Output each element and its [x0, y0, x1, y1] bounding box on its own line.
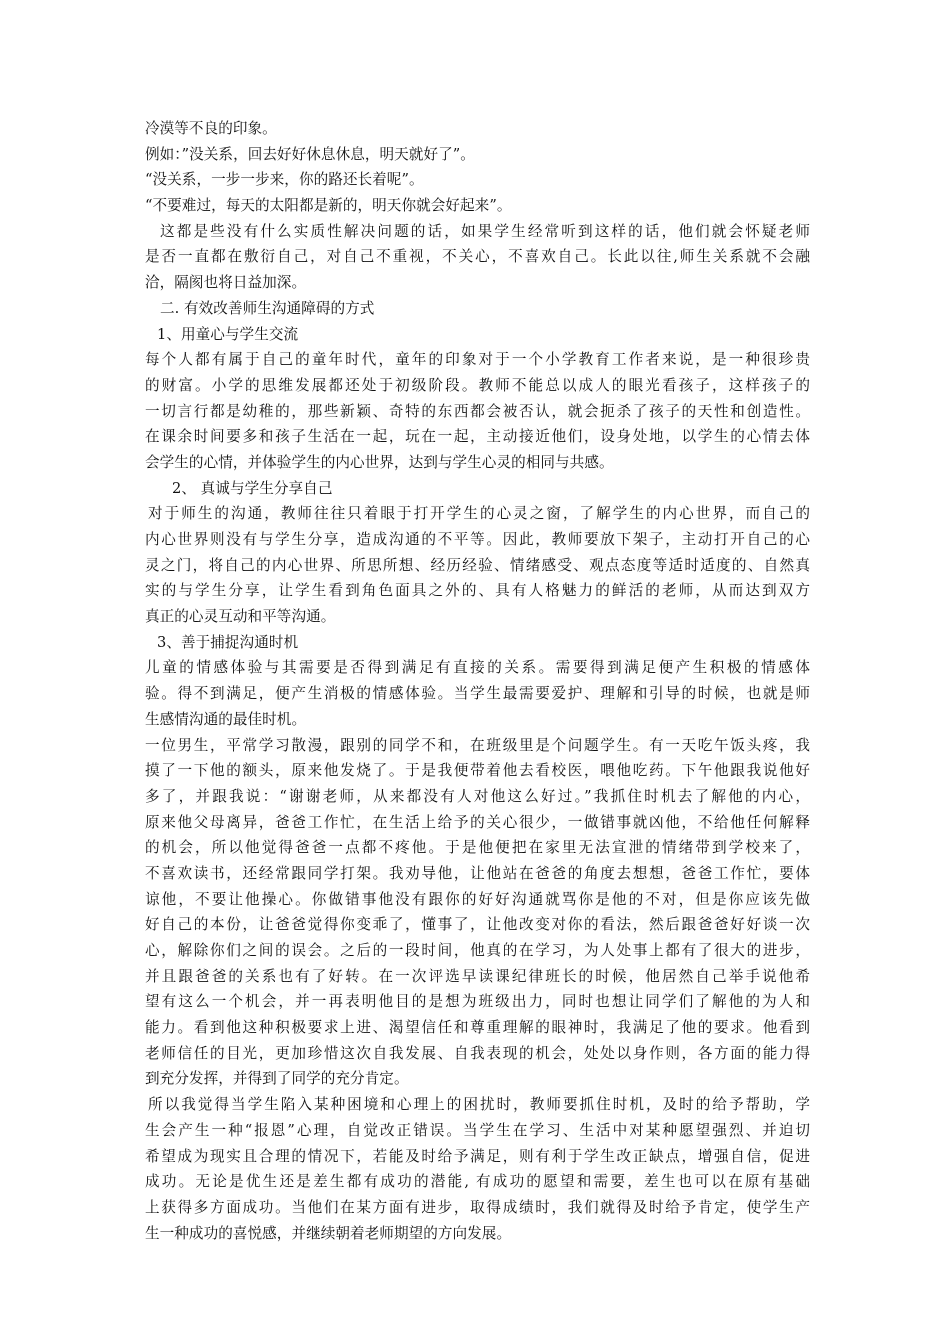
text-line: 原来他父母离异，爸爸工作忙，在生活上给予的关心很少，一做错事就凶他，不给他任何解释 — [145, 813, 810, 831]
text-line: 洽，隔阂也将日益加深。 — [145, 274, 307, 292]
text-line: 一切言行都是幼稚的，那些新颖、奇特的东西都会被否认，就会扼杀了孩子的天性和创造性。 — [145, 402, 810, 420]
text-line: 生感情沟通的最佳时机。 — [145, 710, 307, 728]
paragraph-first-line: 这都是些没有什么实质性解决问题的话，如果学生经常听到这样的话，他们就会怀疑老师 — [160, 222, 810, 240]
section-heading: 二. 有效改善师生沟通障碍的方式 — [160, 299, 375, 317]
text-line: 一位男生，平常学习散漫，跟别的同学不和，在班级里是个问题学生。有一天吃午饭头疼，我 — [145, 736, 810, 754]
text-line: 老师信任的目光，更加珍惜这次自我发展、自我表现的机会，处处以身作则，各方面的能力得 — [145, 1044, 810, 1062]
text-line: 儿童的情感体验与其需要是否得到满足有直接的关系。需要得到满足便产生积极的情感体 — [145, 659, 810, 677]
text-line: 不喜欢读书，还经常跟同学打架。我劝导他，让他站在爸爸的角度去想想，爸爸工作忙，要体 — [145, 864, 810, 882]
text-line: 的财富。小学的思维发展都还处于初级阶段。教师不能总以成人的眼光看孩子，这样孩子的 — [145, 376, 810, 394]
text-line: 到充分发挥，并得到了同学的充分肯定。 — [145, 1070, 409, 1088]
text-line: 望有这么一个机会，并一再表明他目的是想为班级出力，同时也想让同学们了解他的为人和 — [145, 993, 810, 1011]
text-line: 会学生的心情，并体验学生的内心世界，达到与学生心灵的相同与共感。 — [145, 453, 614, 471]
subsection-heading: 3、善于捕捉沟通时机 — [157, 633, 299, 651]
text-line: 是否一直都在敷衍自己，对自己不重视，不关心，不喜欢自己。长此以往,师生关系就不会融 — [145, 248, 810, 266]
text-line: “不要难过，每天的太阳都是新的，明天你就会好起来”。 — [145, 197, 512, 215]
text-line: 心，解除你们之间的误会。之后的一段时间，他真的在学习，为人处事上都有了很大的进步， — [145, 942, 810, 959]
text-line: 灵之门，将自己的内心世界、所思所想、经历经验、情绪感受、观点态度等适时适度的、自然真 — [145, 556, 810, 574]
text-line: “没关系，一步一步来，你的路还长着呢”。 — [145, 171, 424, 189]
paragraph-first-line: 所以我觉得当学生陷入某种困境和心理上的困扰时，教师要抓住时机，及时的给予帮助，学 — [148, 1096, 810, 1114]
text-line: 冷漠等不良的印象。 — [145, 120, 277, 137]
text-line: 在课余时间要多和孩子生活在一起，玩在一起，主动接近他们，设身处地，以学生的心情去体 — [145, 428, 810, 446]
document-body — [145, 116, 810, 1246]
text-line: 的机会，所以他觉得爸爸一点都不疼他。于是他便把在家里无法宣泄的情绪带到学校来了， — [145, 839, 810, 857]
text-line: 内心世界则没有与学生分享，造成沟通的不平等。因此，教师要放下架子，主动打开自己的心 — [145, 531, 810, 548]
text-line: 例如：”没关系，回去好好休息休息，明天就好了”。 — [145, 145, 475, 163]
paragraph-first-line: 对于师生的沟通，教师往往只着眼于打开学生的心灵之窗，了解学生的内心世界，而自己的 — [148, 505, 810, 523]
text-line: 验。得不到满足，便产生消极的情感体验。当学生最需要爱护、理解和引导的时候，也就是师 — [145, 685, 810, 703]
text-line: 并且跟爸爸的关系也有了好转。在一次评选早读课纪律班长的时候，他居然自己举手说他希 — [145, 967, 810, 985]
text-line: 多了，并跟我说：“谢谢老师，从来都没有人对他这么好过。”我抓住时机去了解他的内心， — [145, 787, 810, 805]
text-line: 生一种成功的喜悦感，并继续朝着老师期望的方向发展。 — [145, 1224, 512, 1242]
subsection-heading: 1、用童心与学生交流 — [157, 325, 299, 343]
text-line: 好自己的本份，让爸爸觉得你变乖了，懂事了，让他改变对你的看法，然后跟爸爸好好谈一次 — [145, 916, 810, 934]
text-line: 希望成为现实且合理的情况下，若能及时给予满足，则有利于学生改正缺点，增强自信，促进 — [145, 1147, 810, 1165]
text-line: 真正的心灵互动和平等沟通。 — [145, 608, 336, 626]
subsection-heading: 2、 真诚与学生分享自己 — [172, 479, 333, 497]
text-line: 成功。无论是优生还是差生都有成功的潜能, 有成功的愿望和需要，差生也可以在原有基础 — [145, 1173, 810, 1191]
text-line: 实的与学生分享，让学生看到角色面具之外的、具有人格魅力的鲜活的老师，从而达到双方 — [145, 582, 810, 600]
text-line: 每个人都有属于自己的童年时代，童年的印象对于一个小学教育工作者来说，是一种很珍贵 — [145, 351, 810, 369]
text-line: 上获得多方面成功。当他们在某方面有进步，取得成绩时，我们就得及时给予肯定，使学生产 — [145, 1198, 810, 1216]
text-line: 摸了一下他的额头，原来他发烧了。于是我便带着他去看校医，喂他吃药。下午他跟我说他好 — [145, 762, 810, 780]
text-line: 生会产生一种“报恩”心理，自觉改正错误。当学生在学习、生活中对某种愿望强烈、并迫切 — [145, 1121, 810, 1139]
text-line: 能力。看到他这种积极要求上进、渴望信任和尊重理解的眼神时，我满足了他的要求。他看到 — [145, 1019, 810, 1037]
text-line: 谅他，不要让他操心。你做错事他没有跟你的好好沟通就骂你是他的不对，但是你应该先做 — [145, 890, 810, 908]
